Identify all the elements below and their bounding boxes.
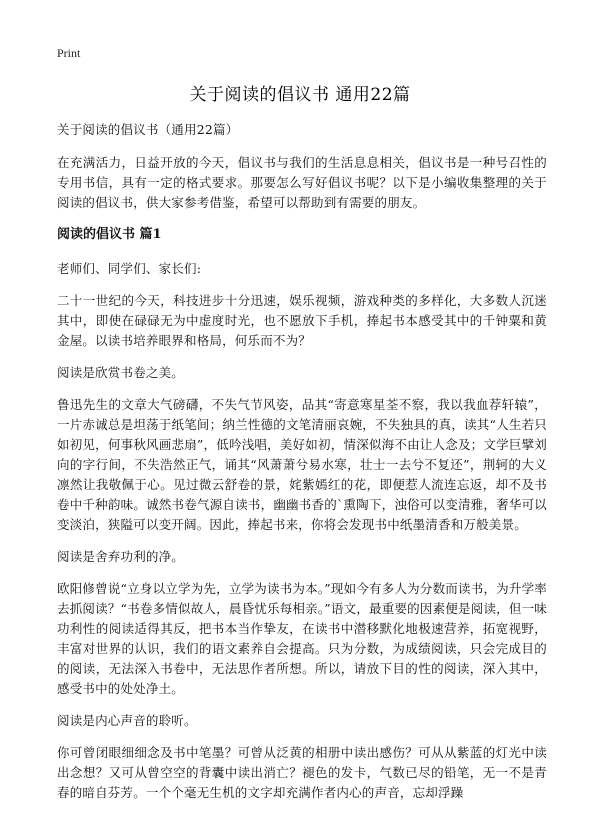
document-subtitle: 关于阅读的倡议书（通用22篇）: [57, 122, 239, 137]
subheading-paragraph: 阅读是舍弃功利的净。: [57, 549, 185, 564]
greeting-paragraph: 老师们、同学们、家长们:: [57, 261, 202, 276]
section-heading: 阅读的倡议书 篇1: [57, 227, 162, 242]
body-paragraph: 欧阳修曾说“立身以立学为先，立学为读书为本。”现如今有多人为分数而读书，为升学率去抓阅读？“书卷多情似故人，晨昏忧乐每相亲。”语文，最重要的因素便是阅读，但一味功利性的阅读适得其反，把书本当作挚友，在读书中潜移默化地极速营养，拓宽视野，丰富对世界的认识，我们的语文素养自会提高。只为分数，为成绩阅读，只会完成目的的阅读，无法深入书卷中，无法思作者所想。所以，请放下目的性的阅读，深入其中，感受书中的处处净土。: [57, 581, 547, 696]
page-title: 关于阅读的倡议书 通用22篇: [189, 85, 411, 105]
body-paragraph: 二十一世纪的今天，科技进步十分迅速，娱乐视频，游戏种类的多样化，大多数人沉迷其中，即使在碌碌无为中虚度时光，也不愿放下手机，捧起书本感受其中的千钟粟和黄金屋。以读书培养眼界和格局，何乐而不为？: [57, 293, 547, 348]
subheading-paragraph: 阅读是欣赏书卷之美。: [57, 365, 185, 380]
subheading-paragraph: 阅读是内心声音的聆听。: [57, 713, 197, 728]
body-paragraph: 你可曾闭眼细细念及书中笔墨？可曾从泛黄的相册中读出感伤？可从从紫蓝的灯光中读出念想？又可从曾空空的背囊中读出消亡？褪色的发卡，气数已尽的铅笔，无一不是青春的暗自芬芳。一个个毫无生机的文字却充满作者内心的声音，忘却浮躁: [57, 745, 547, 800]
document-body: [57, 120, 547, 815]
intro-paragraph: 在充满活力，日益开放的今天，倡议书与我们的生活息息相关，倡议书是一种号召性的专用书信，具有一定的格式要求。那要怎么写好倡议书呢？以下是小编收集整理的关于阅读的倡议书，供大家参考借鉴，希望可以帮助到有需要的朋友。: [57, 155, 547, 210]
body-paragraph: 鲁迅先生的文章大气磅礴，不失气节风姿，品其“寄意寒星荃不察，我以我血荐轩辕”，一片赤诚总是坦荡于纸笔间；纳兰性德的文笔清丽哀婉，不失独具的真，读其“人生若只如初见，何事秋风画悲扇”，低吟浅唱，美好如初，情深似海不由让人念及；文学巨擘刘向的字行间，不失浩然正气，诵其“风萧萧兮易水寒，壮士一去兮不复还”，荆轲的大义凛然让我敬佩于心。见过微云舒卷的景，姹紫嫣红的花，即便惹人流连忘返，却不及书卷中千种韵味。诚然书卷气源自读书，幽幽书香的`熏陶下，浊俗可以变清雅，奢华可以变淡泊，狭隘可以变开阔。因此，捧起书来，你将会发现书中纸墨清香和万般美景。: [57, 397, 547, 532]
print-link[interactable]: Print: [57, 46, 81, 60]
